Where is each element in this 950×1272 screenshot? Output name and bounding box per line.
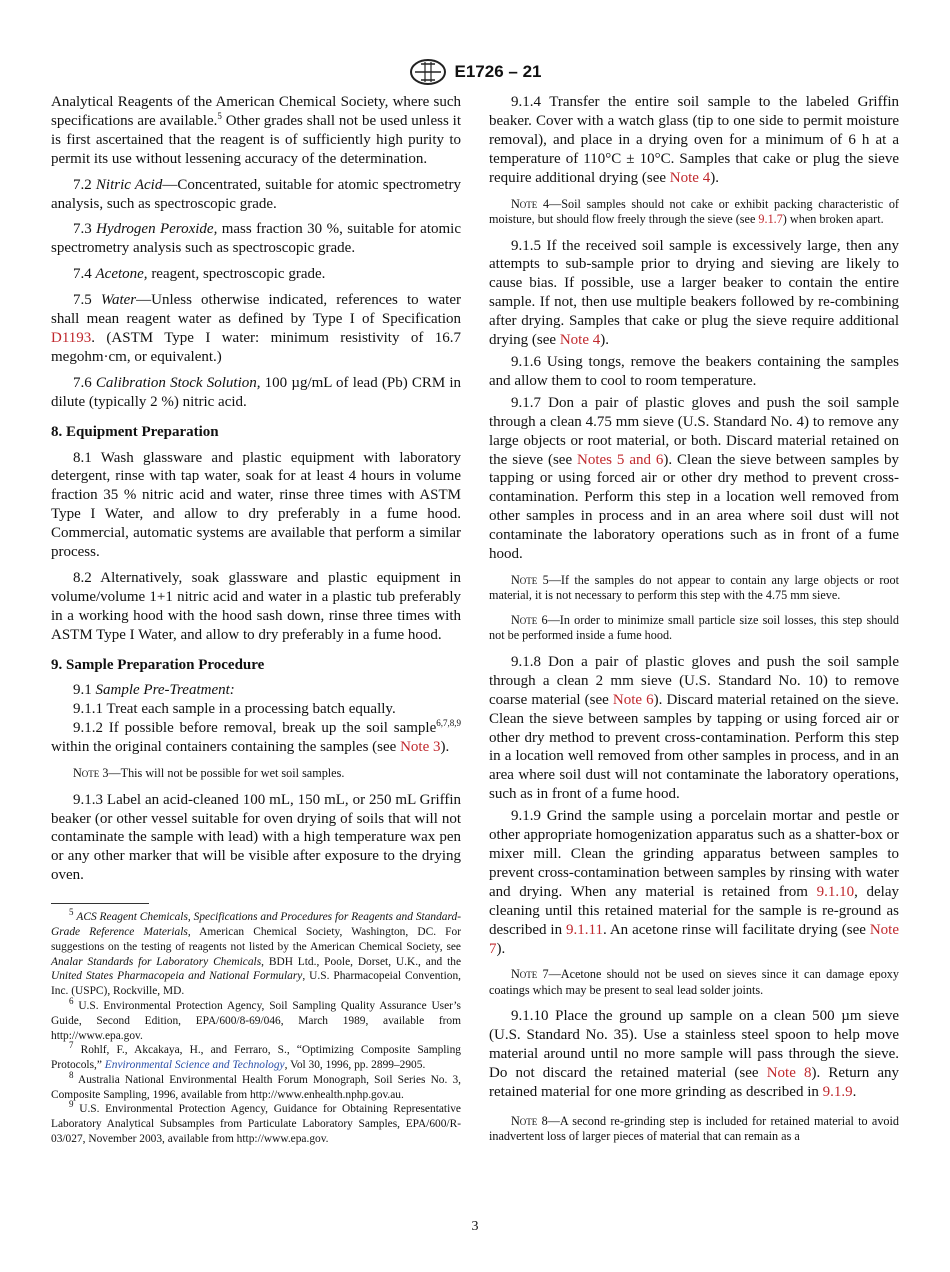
paragraph-7-5: 7.5 Water—Unless otherwise indicated, references to water shall mean reagent water as defined by Type I of Specification D1193. (ASTM Type I water: minimum resistivity of 16.7 megohm·cm, or equivalent.) bbox=[51, 292, 462, 365]
link-journal[interactable]: Environmental Science and Technology bbox=[104, 1059, 285, 1072]
paragraph-8-1: 8.1 Wash glassware and plastic equipment with laboratory detergent, rinse with tap water, soak for at least 4 hours in volume fraction 35 % nitric acid and water, rinse three times with ASTM Type I Water, and allow to dry preferably in a fume hood. Commercial, automatic systems are available that perform a similar process. bbox=[51, 449, 461, 561]
page-number: 3 bbox=[471, 1219, 479, 1234]
footnote-7: $^7$ Rohlf, F., Akcakaya, H., and Ferraro, S., “Optimizing Composite Sampling Protocols,” Environmental Science and Technology, Vol 30, 1996, pp. 2899–2905. bbox=[51, 1040, 461, 1072]
section-heading-8: 8. Equipment Preparation bbox=[51, 423, 219, 440]
link-note-3[interactable]: Note 3 bbox=[400, 739, 441, 756]
link-9-1-7[interactable]: 9.1.7 bbox=[758, 212, 783, 227]
paragraph-9-1-10: 9.1.10 Place the ground up sample on a clean 500 µm sieve (U.S. Standard No. 35). Use a stainless steel spoon to help move material around until no more sample will pass through the sieve. Do not discard the retained material (see Note 8). Return any retained material for one more grinding as described in 9.1.9. bbox=[489, 1008, 899, 1101]
link-note-4[interactable]: Note 4 bbox=[559, 332, 601, 349]
link-9-1-11[interactable]: 9.1.11 bbox=[566, 921, 603, 938]
footnote-8: $^8$ Australia National Environmental Health Forum Monograph, Soil Series No. 3, Composite Sampling, 1996, available from http://www.enhealth.nphp.gov.au. bbox=[51, 1070, 462, 1101]
link-note-7[interactable]: Note 7 bbox=[489, 921, 900, 957]
footnote-divider bbox=[51, 903, 149, 904]
section-heading-9: 9. Sample Preparation Procedure bbox=[51, 656, 265, 673]
paragraph-9-1-6: 9.1.6 Using tongs, remove the beakers containing the samples and allow them to cool to room temperature. bbox=[489, 353, 899, 389]
paragraph-9-1-4: 9.1.4 Transfer the entire soil sample to the labeled Griffin beaker. Cover with a watch glass (tip to one side to permit moisture removal), and place in a drying oven for a minimum of 6 h at a temperature of 110°C ± 10°C. Samples that cake or plug the sieve require additional drying (see Note 4). bbox=[489, 94, 899, 186]
paragraph-7-1-continued: Analytical Reagents of the American Chemical Society, where such specifications are available.$^5$ Other grades shall not be used unless it is first ascertained that the reagent is of sufficiently high purity to permit its use without lessening accuracy of the determination. bbox=[51, 94, 461, 167]
astm-logo-icon bbox=[409, 58, 447, 86]
paragraph-8-2: 8.2 Alternatively, soak glassware and plastic equipment in volume/volume 1+1 nitric acid and water in a plastic tub preferably in a working hood with the hood sash down, rinse three times with ASTM Type I Water, and allow to dry preferably in a fume hood. bbox=[51, 569, 461, 643]
paragraph-9-1-9: 9.1.9 Grind the sample using a porcelain mortar and pestle or other appropriate homogenization apparatus such as a shatter-box or mixer mill. Clean the grinding apparatus between samples to prevent cross-contamination between samples by rinsing with water and drying. When any material is retained from 9.1.10, delay cleaning until this retained material for the sample is re-ground as described in 9.1.11. An acetone rinse will facilitate drying (see Note 7). bbox=[489, 808, 900, 957]
paragraph-7-2: 7.2 Nitric Acid—Concentrated, suitable for atomic spectrometry analysis, such as spectroscopic grade. bbox=[51, 176, 461, 212]
footnote-6: $^6$ U.S. Environmental Protection Agency, Soil Sampling Quality Assurance User’s Guide, Second Edition, EPA/600/8-69/046, March 1989, available from http://www.epa.gov. bbox=[51, 996, 461, 1042]
page-header bbox=[0, 58, 950, 86]
link-9-1-10[interactable]: 9.1.10 bbox=[816, 883, 855, 900]
paragraph-7-4: 7.4 Acetone, reagent, spectroscopic grade. bbox=[73, 266, 326, 283]
paragraph-9-1-3: 9.1.3 Label an acid-cleaned 100 mL, 150 mL, or 250 mL Griffin beaker (or other vessel suitable for oven drying of soils that will not contaminate the sample with lead) with a high temperature wax pen or any other marker that will be visible after exposure to the drying oven. bbox=[51, 791, 461, 884]
footnote-9: $^9$ U.S. Environmental Protection Agency, Guidance for Obtaining Representative Laboratory Analytical Subsamples from Particulate Laboratory Samples, EPA/600/R-03/027, November 2003, available from http://www.epa.gov. bbox=[51, 1099, 461, 1146]
paragraph-9-1-5: 9.1.5 If the received soil sample is excessively large, then any attempts to sub-sample prior to drying and sieving are likely to cause bias. If possible, use a larger beaker to contain the entire sample. If not, then use multiple beakers followed by re-combining after drying. Samples that cake or plug the sieve require additional drying (see Note 4). bbox=[489, 237, 899, 349]
paragraph-9-1: 9.1 Sample Pre-Treatment: bbox=[73, 682, 235, 699]
note-6: Note 6—In order to minimize small particle size soil losses, this step should not be performed inside a fume hood. bbox=[489, 612, 899, 643]
paragraph-9-1-2: 9.1.2 If possible before removal, break up the soil sample$^{6,7,8,9}$ within the original containers containing the samples (see Note 3). bbox=[51, 718, 461, 756]
link-note-6[interactable]: Note 6 bbox=[612, 691, 654, 708]
note-5: Note 5—If the samples do not appear to contain any large objects or root material, it is not necessary to perform this step with the 4.75 mm sieve. bbox=[489, 572, 899, 603]
link-notes-5-6[interactable]: Notes 5 and 6 bbox=[577, 451, 664, 468]
left-column bbox=[51, 93, 461, 1147]
note-4: Note 4—Soil samples should not cake or exhibit packing characteristic of moisture, but should flow freely through the sieve (see 9.1.7) when broken apart. bbox=[489, 196, 899, 227]
link-note-8[interactable]: Note 8 bbox=[766, 1065, 812, 1082]
paragraph-9-1-7: 9.1.7 Don a pair of plastic gloves and push the soil sample through a clean 4.75 mm sieve (U.S. Standard No. 4) to remove any large objects or root material, or both. Discard material retained on the sieve (see Notes 5 and 6). Clean the sieve between samples by tapping or using forced air or other dry method to prevent cross-contamination. Perform this step in a location well removed from other samples in process and in an area where soil dust will not contaminate the laboratory operations such as in front of a fume hood. bbox=[489, 394, 899, 563]
footnote-5: $^5$ ACS Reagent Chemicals, Specifications and Procedures for Reagents and Standard-Grade Reference Materials, American Chemical Society, Washington, DC. For suggestions on the testing of reagents not listed by the American Chemical Society, see Analar Standards for Laboratory Chemicals, BDH Ltd., Poole, Dorset, U.K., and the United States Pharmacopeia and National Formulary, U.S. Pharmacopeial Convention, Inc. (USPC), Rockville, MD. bbox=[51, 907, 462, 998]
link-9-1-9[interactable]: 9.1.9 bbox=[822, 1084, 853, 1101]
paragraph-9-1-8: 9.1.8 Don a pair of plastic gloves and push the soil sample through a clean 2 mm sieve (U.S. Standard No. 10) to remove coarse material (see Note 6). Discard material retained on the sieve. Clean the sieve between samples by tapping or using forced air or other dry method to prevent cross-contamination. Perform this step in a location well removed from other samples in process, and in an area where soil dust will not contaminate the laboratory operations, such as in front of a fume hood. bbox=[489, 653, 900, 803]
note-3: Note 3—This will not be possible for wet soil samples. bbox=[73, 766, 345, 781]
link-d1193[interactable]: D1193 bbox=[51, 329, 92, 346]
right-column bbox=[489, 93, 899, 1154]
paragraph-9-1-1: 9.1.1 Treat each sample in a processing batch equally. bbox=[73, 701, 396, 718]
note-8: Note 8—A second re-grinding step is included for retained material to avoid inadvertent loss of larger pieces of material that can remain as a bbox=[489, 1113, 899, 1144]
paragraph-7-6: 7.6 Calibration Stock Solution, 100 µg/mL of lead (Pb) CRM in dilute (typically 2 %) nitric acid. bbox=[51, 374, 462, 410]
paragraph-7-3: 7.3 Hydrogen Peroxide, mass fraction 30 %, suitable for atomic spectrometry analysis such as spectroscopic grade. bbox=[51, 221, 461, 257]
standard-designation: E1726 – 21 bbox=[454, 62, 542, 81]
link-note-4[interactable]: Note 4 bbox=[669, 169, 711, 186]
note-7: Note 7—Acetone should not be used on sieves since it can damage epoxy coatings which may be present to seal lead solder joints. bbox=[489, 967, 899, 997]
